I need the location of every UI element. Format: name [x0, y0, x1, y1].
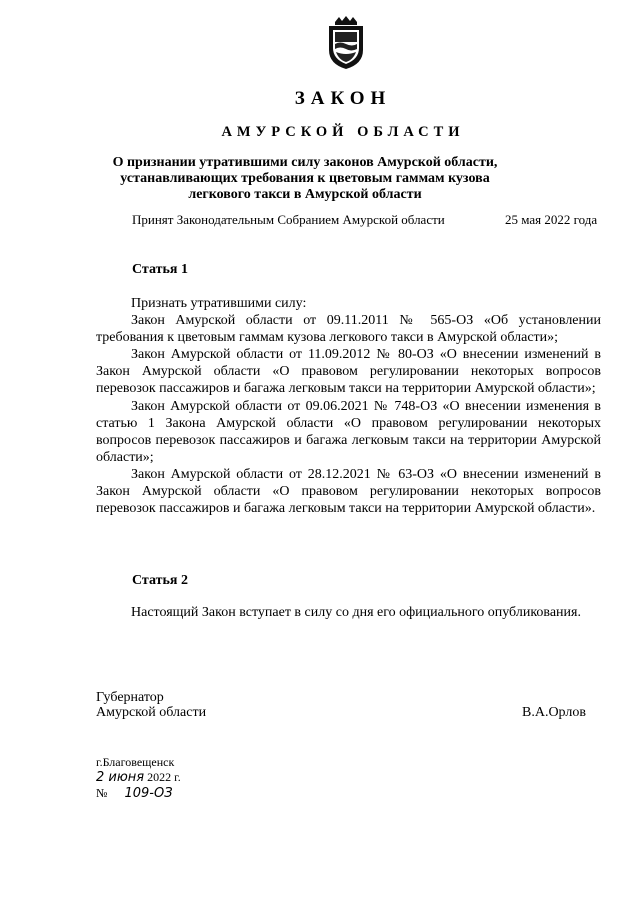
handwritten-day: 2 июня: [96, 770, 145, 785]
governor-title: [96, 690, 206, 720]
law-number: [96, 786, 173, 801]
article-1-paragraph: Закон Амурской области от 11.09.2012 № 80-ОЗ «О внесении изменений в Закон Амурской области «О правовом регулировании некоторых вопросов перевозок пассажиров и багажа легковым такси на территории Амурской области»;: [96, 347, 601, 397]
signing-date: [96, 770, 181, 785]
governor-name: В.А.Орлов: [522, 705, 586, 720]
number-label: №: [96, 786, 108, 800]
article-2-paragraph: Настоящий Закон вступает в силу со дня его официального опубликования.: [131, 605, 581, 620]
governor-title-line-1: Губернатор: [96, 690, 164, 705]
governor-title-line-2: Амурской области: [96, 705, 207, 720]
adoption-text: Принят Законодательным Собранием Амурской области: [132, 212, 445, 227]
article-2-body: [96, 604, 601, 621]
article-1-paragraph: Признать утратившими силу:: [131, 296, 307, 311]
article-1-title: Статья 1: [132, 262, 188, 277]
amur-region-emblem-icon: [325, 16, 367, 70]
article-1-body: [96, 295, 601, 517]
adoption-date: 25 мая 2022 года: [505, 212, 598, 227]
document-title: ЗАКОН: [294, 88, 392, 109]
city: г.Благовещенск: [96, 755, 175, 769]
article-1-paragraph: Закон Амурской области от 28.12.2021 № 63-ОЗ «О внесении изменений в Закон Амурской области «О правовом регулировании некоторых вопросов перевозок пассажиров и багажа легковым такси на территории Амурской области».: [96, 466, 601, 517]
law-heading: О признании утратившими силу законов Амурской области, устанавливающих требования к цветовым гаммам кузова легкового такси в Амурской области: [112, 155, 498, 202]
article-1-paragraph: Закон Амурской области от 09.11.2011 № 565-ОЗ «Об установлении требования к цветовым гаммам кузова легкового такси в Амурской области»;: [96, 313, 601, 346]
article-2-title: Статья 2: [132, 573, 188, 588]
signing-year: 2022 г.: [147, 770, 181, 784]
article-1-paragraph: Закон Амурской области от 09.06.2021 № 748-ОЗ «О внесении изменения в статью 1 Закона Амурской области «О правовом регулировании некоторых вопросов перевозок пассажиров и багажа легковым такси на территории Амурской области»;: [96, 398, 601, 465]
handwritten-number: 109-ОЗ: [124, 786, 173, 801]
region-title: АМУРСКОЙ ОБЛАСТИ: [221, 124, 465, 140]
